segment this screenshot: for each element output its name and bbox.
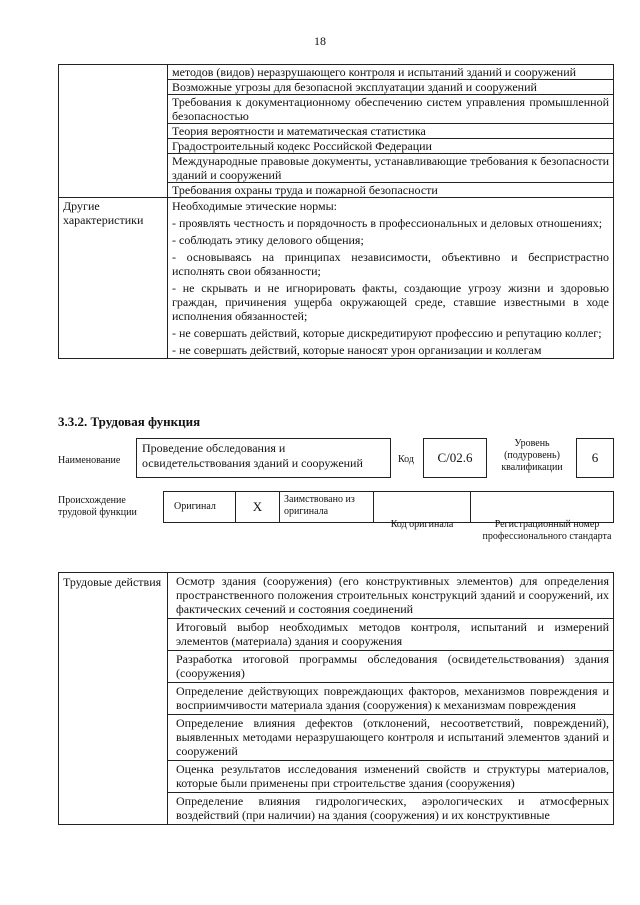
original-box: Оригинал — [163, 491, 236, 523]
function-name-box: Проведение обследования и освидетельствования зданий и сооружений — [136, 438, 391, 478]
knowledge-row: Градостроительный кодекс Российской Федерации — [168, 139, 614, 154]
code-label: Код — [398, 454, 414, 465]
knowledge-row: Международные правовые документы, устанавливающие требования к безопасности зданий и сооружений — [168, 154, 614, 183]
ethics-line: - не скрывать и не игнорировать факты, создающие угрозу жизни и здоровью граждан, причинения ущерба окружающей среде, ставшие известными в ходе исполнения обязанностей; — [172, 281, 609, 323]
action-row: Оценка результатов исследования изменений свойств и структуры материалов, которые были применены при строительстве здания (сооружения) — [168, 761, 614, 793]
knowledge-row: Требования охраны труда и пожарной безопасности — [168, 183, 614, 198]
ethics-line: - не совершать действий, которые наносят урон организации и коллегам — [172, 343, 542, 357]
ethics-line: - основываясь на принципах независимости, объективно и беспристрастно исполнять свои обязанности; — [172, 250, 609, 278]
knowledge-row: Теория вероятности и математическая статистика — [168, 124, 614, 139]
other-characteristics-label: Другие характеристики — [59, 198, 168, 359]
section-title: 3.3.2. Трудовая функция — [58, 414, 201, 429]
action-row: Определение действующих повреждающих факторов, механизмов повреждения и восприимчивости материала здания (сооружения) к механизмам повреждения — [168, 683, 614, 715]
ethics-line: - проявлять честность и порядочность в профессиональных и деловых отношениях; — [172, 216, 603, 230]
original-mark-box: X — [235, 491, 280, 523]
labor-actions-table — [58, 572, 614, 825]
knowledge-row: методов (видов) неразрушающего контроля и испытаний зданий и сооружений — [168, 65, 614, 80]
code-original-label: Код оригинала — [390, 519, 454, 530]
knowledge-row: Требования к документационному обеспечению систем управления промышленной безопасностью — [168, 95, 614, 124]
action-row: Итоговый выбор необходимых методов контроля, испытаний и измерений элементов (материала) здания и сооружения — [168, 619, 614, 651]
action-row: Определение влияния дефектов (отклонений, несоответствий, повреждений), выявленных методами неразрушающего контроля и испытаний элементов зданий и сооружений — [168, 715, 614, 761]
level-label: Уровень (подуровень) квалификации — [501, 438, 563, 473]
name-label: Наименование — [58, 455, 121, 466]
action-row: Определение влияния гидрологических, аэрологических и атмосферных воздействий (при наличии) на здания (сооружения) и их конструктивные — [168, 793, 614, 825]
knowledge-table — [58, 64, 614, 359]
reg-number-label: Регистрационный номер профессионального стандарта — [482, 519, 612, 542]
empty-left-cell — [59, 65, 168, 198]
ethics-line: - не совершать действий, которые дискредитируют профессию и репутацию коллег; — [172, 326, 602, 340]
origin-label: Происхождение трудовой функции — [58, 495, 137, 518]
page-number: 18 — [314, 34, 326, 48]
ethics-line: Необходимые этические нормы: — [172, 199, 337, 213]
action-row: Осмотр здания (сооружения) (его конструктивных элементов) для определения пространственного положения строительных конструкций зданий и сооружений, их фактических сечений и состояния соединений — [168, 573, 614, 619]
ethics-cell — [168, 198, 614, 359]
ethics-line: - соблюдать этику делового общения; — [172, 233, 364, 247]
level-value-box: 6 — [576, 438, 614, 478]
function-code-box: C/02.6 — [423, 438, 487, 478]
labor-actions-label: Трудовые действия — [59, 573, 168, 825]
borrowed-box: Заимствовано из оригинала — [279, 491, 374, 523]
action-row: Разработка итоговой программы обследования (освидетельствования) здания (сооружения) — [168, 651, 614, 683]
knowledge-row: Возможные угрозы для безопасной эксплуатации зданий и сооружений — [168, 80, 614, 95]
